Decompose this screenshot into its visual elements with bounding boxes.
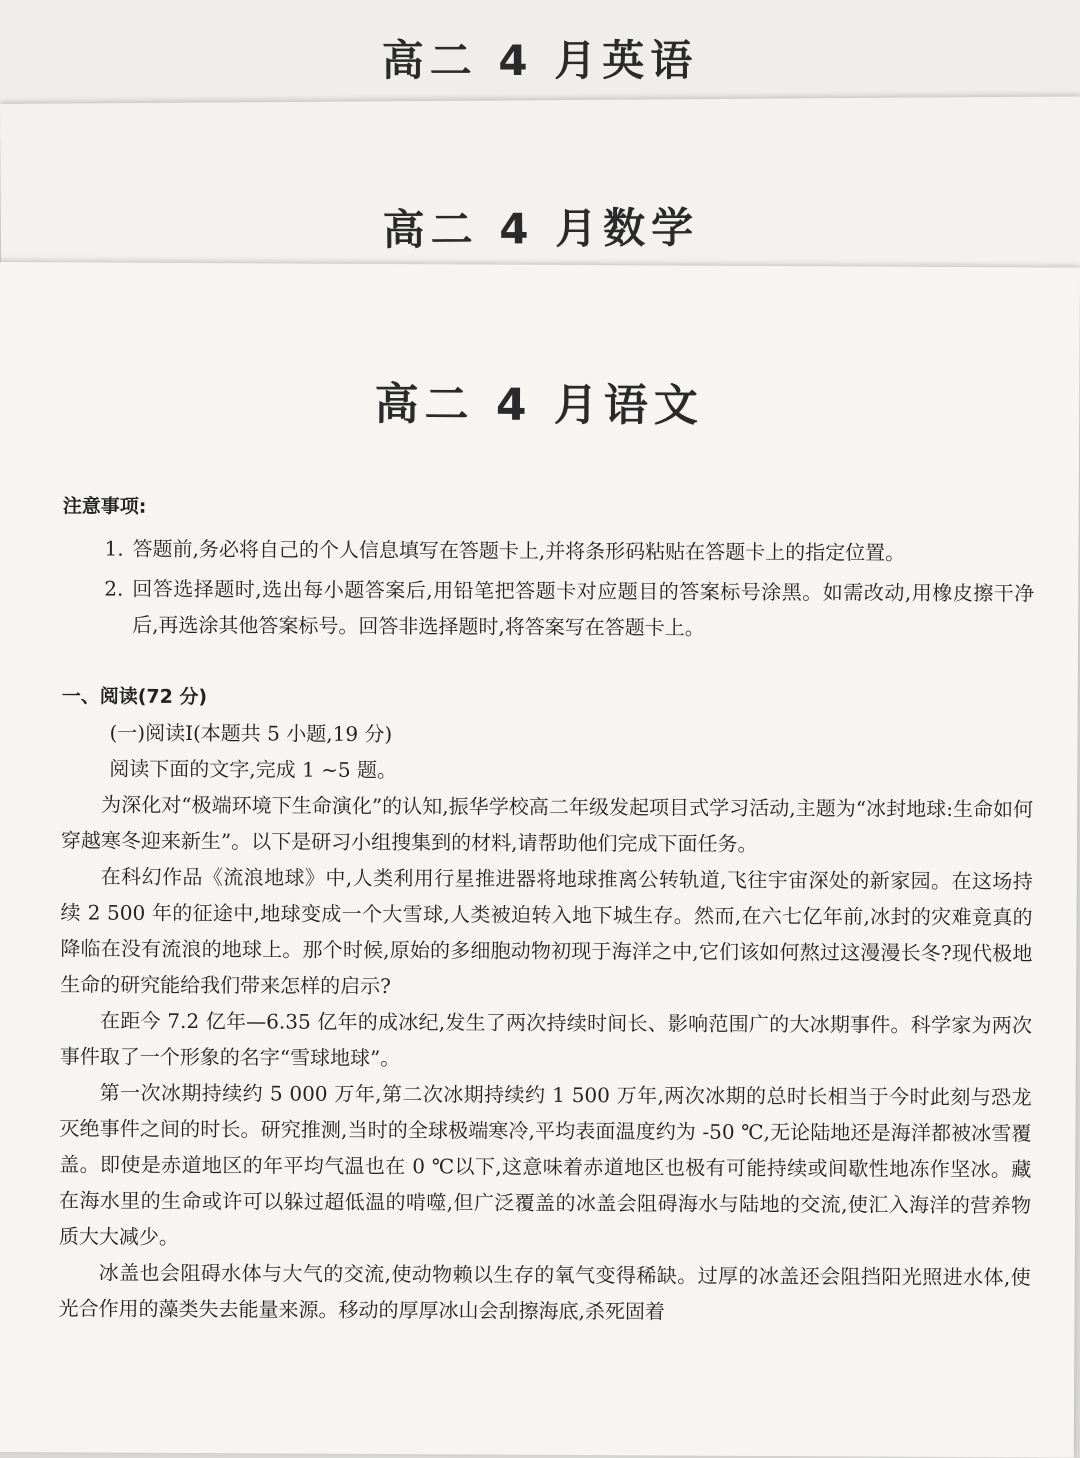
reading-instruction: 阅读下面的文字,完成 1 ~5 题。 bbox=[109, 756, 398, 783]
reading-paragraph: 在科幻作品《流浪地球》中,人类利用行星推进器将地球推离公转轨道,飞往宇宙深处的新家园。在这场持续 2 500 年的征途中,地球变成一个大雪球,人类被迫转入地下城生存。然而,在六七亿年前,冰封的灾难竟真的降临在没有流浪的地球上。那个时候,原始的多细胞动物初现于海洋之中,它们该如何熬过这漫漫长冬?现代极地生命的研究能给我们带来怎样的启示? bbox=[60, 864, 1033, 999]
section-title: 一、阅读(72 分) bbox=[61, 685, 208, 709]
reading-paragraph: 第一次冰期持续约 5 000 万年,第二次冰期持续约 1 500 万年,两次冰期的总时长相当于今时此刻与恐龙灭绝事件之间的时长。研究推测,当时的全球极端寒冷,平均表面温度约为 -50 ℃,无论陆地还是海洋都被冰雪覆盖。即使是赤道地区的年平均气温也在 0 ℃以下,这意味着赤道地区也极有可能持续或间歇性地冻作坚冰。藏在海水里的生命或许可以躲过超低温的啃噬,但广泛覆盖的冰盖会阻碍海水与陆地的交流,使汇入海洋的营养物质大大减少。 bbox=[58, 1080, 1032, 1249]
reading-paragraph: 在距今 7.2 亿年—6.35 亿年的成冰纪,发生了两次持续时间长、影响范围广的大冰期事件。科学家为两次事件取了一个形象的名字“雪球地球”。 bbox=[59, 1008, 1033, 1071]
note-number: 2. bbox=[104, 576, 124, 601]
reading-paragraph: 冰盖也会阻碍水体与大气的交流,使动物赖以生存的氧气变得稀缺。过厚的冰盖还会阻挡阳光照进水体,使光合作用的藻类失去能量来源。移动的厚厚冰山会刮擦海底,杀死固着 bbox=[58, 1260, 1031, 1324]
note-item-2 bbox=[104, 571, 1034, 648]
english-exam-title: 高二 4 月英语 bbox=[381, 36, 699, 85]
note-item-1 bbox=[104, 531, 1034, 572]
note-text: 回答选择题时,选出每小题答案后,用铅笔把答题卡对应题目的答案标号涂黑。如需改动,用橡皮擦干净后,再选涂其他答案标号。回答非选择题时,将答案写在答题卡上。 bbox=[132, 576, 1035, 640]
chinese-exam-sheet bbox=[0, 262, 1080, 1458]
math-exam-title: 高二 4 月数学 bbox=[382, 203, 700, 255]
exam-content bbox=[58, 488, 1034, 1331]
reading-subtitle: (一)阅读Ⅰ(本题共 5 小题,19 分) bbox=[109, 720, 393, 747]
chinese-exam-title: 高二 4 月语文 bbox=[374, 378, 705, 432]
reading-paragraph: 为深化对“极端环境下生命演化”的认知,振华学校高二年级发起项目式学习活动,主题为“冰封地球:生命如何穿越寒冬迎来新生”。以下是研习小组搜集到的材料,请帮助他们完成下面任务。 bbox=[60, 792, 1034, 856]
note-text: 答题前,务必将自己的个人信息填写在答题卡上,并将条形码粘贴在答题卡上的指定位置。 bbox=[132, 536, 906, 565]
notes-heading: 注意事项: bbox=[62, 495, 147, 518]
note-number: 1. bbox=[104, 536, 124, 561]
